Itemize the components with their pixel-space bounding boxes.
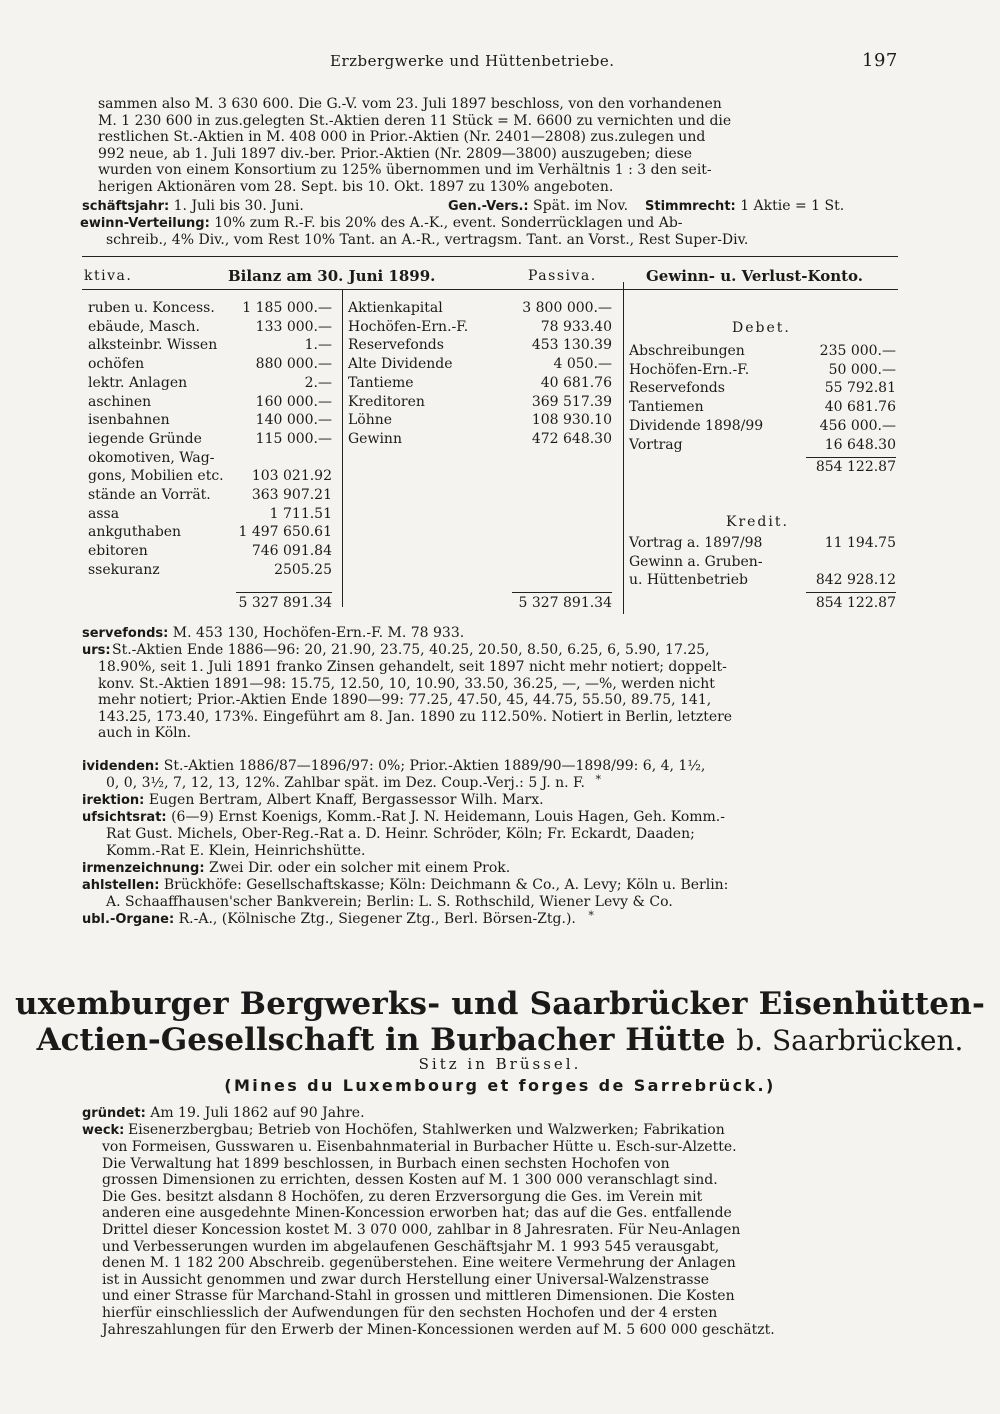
reserve-label: servefonds: bbox=[82, 626, 169, 641]
debet-row-value: 456 000.— bbox=[819, 417, 896, 434]
firmenzeichnung-text: Zwei Dir. oder ein solcher mit einem Prok. bbox=[209, 860, 511, 876]
profit-distribution-text: 10% zum R.-F. bis 20% des A.-K., event. Sonderrücklagen und Ab- bbox=[214, 215, 683, 231]
publ-organe-line bbox=[82, 911, 594, 927]
passiva-row-value: 108 930.10 bbox=[531, 412, 612, 429]
zweck-line: anderen eine ausgedehnte Minen-Koncession erworben hat; das auf die Ges. entfallende bbox=[102, 1205, 732, 1222]
balance-title: Bilanz am 30. Juni 1899. bbox=[228, 267, 436, 285]
kurs-line: konv. St.-Aktien 1891—98: 15.75, 12.50, 10, 10.90, 33.50, 36.25, —, —%, werden nicht bbox=[98, 675, 715, 692]
intro-line: restlichen St.-Aktien in M. 408 000 in Prior.-Aktien (Nr. 2401—2808) zus.zulegen und bbox=[98, 129, 706, 146]
aufsichtsrat-line-cont: Komm.-Rat E. Klein, Heinrichshütte. bbox=[106, 842, 366, 859]
intro-line: 992 neue, ab 1. Juli 1897 div.-ber. Prior.-Aktien (Nr. 2809—3800) auszugeben; diese bbox=[98, 145, 693, 162]
kredit-row-value: 11 194.75 bbox=[824, 535, 896, 551]
guv-divider-rule bbox=[623, 282, 624, 614]
passiva-row-label: Hochöfen-Ern.-F. bbox=[348, 318, 469, 335]
zweck-line: und Verbesserungen wurden im abgelaufenen Geschäftsjahr M. 1 993 545 verausgabt, bbox=[102, 1238, 720, 1255]
footnote-star: * bbox=[588, 909, 594, 922]
zweck-line: grossen Dimensionen zu errichten, dessen Kosten auf M. 1 300 000 veranschlagt sind. bbox=[102, 1172, 718, 1189]
passiva-row-label: Aktienkapital bbox=[348, 300, 443, 316]
aktiva-row-label: gons, Mobilien etc. bbox=[88, 468, 224, 485]
kurs-label: urs: bbox=[82, 643, 111, 658]
kredit-total: 854 122.87 bbox=[815, 595, 896, 611]
debet-sum-rule bbox=[806, 457, 896, 458]
passiva-row-label: Kreditoren bbox=[348, 393, 425, 410]
debet-row-label: Reservefonds bbox=[629, 380, 725, 397]
zahlstellen-line bbox=[82, 877, 728, 893]
zahlstellen-text: Brückhöfe: Gesellschaftskasse; Köln: Deichmann & Co., A. Levy; Köln u. Berlin: bbox=[163, 877, 729, 893]
aktiva-row-label: stände an Vorrät. bbox=[88, 487, 211, 503]
aktiva-row-value: 160 000.— bbox=[255, 393, 332, 410]
debet-label: Debet. bbox=[732, 320, 791, 336]
zweck-paragraph bbox=[102, 1139, 898, 1338]
zweck-line: Die Ges. besitzt alsdann 8 Hochöfen, zu deren Erzversorgung die Ges. im Verein mit bbox=[102, 1188, 703, 1205]
voting-right-label: Stimmrecht: bbox=[645, 199, 736, 214]
aktiva-row-label: ankguthaben bbox=[88, 524, 182, 541]
debet-row-value: 55 792.81 bbox=[824, 380, 896, 397]
aufsichtsrat-line bbox=[82, 809, 725, 825]
zweck-line: Die Verwaltung hat 1899 beschlossen, in Burbach einen sechsten Hochofen von bbox=[102, 1155, 670, 1172]
zahlstellen-line-2: A. Schaaffhausen'scher Bankverein; Berlin: L. S. Rothschild, Wiener Levy & Co. bbox=[106, 894, 673, 910]
aktiva-row-value: 133 000.— bbox=[255, 318, 332, 335]
publ-organe-text: R.-A., (Kölnische Ztg., Siegener Ztg., Berl. Börsen-Ztg.). bbox=[178, 911, 576, 927]
aktiva-row-value: 1.— bbox=[304, 337, 332, 354]
debet-row-value: 40 681.76 bbox=[824, 399, 896, 416]
aktiva-row-label: iegende Gründe bbox=[88, 430, 202, 447]
passiva-row-value: 40 681.76 bbox=[540, 374, 612, 391]
direktion-text: Eugen Bertram, Albert Knaff, Bergassessor Wilh. Marx. bbox=[148, 792, 544, 808]
passiva-label: Passiva. bbox=[528, 268, 597, 284]
table-top-rule bbox=[82, 256, 898, 257]
general-meeting-label: Gen.-Vers.: bbox=[448, 199, 529, 214]
reserve-text: M. 453 130, Hochöfen-Ern.-F. M. 78 933. bbox=[172, 625, 465, 641]
aktiva-row-label: lektr. Anlagen bbox=[88, 374, 188, 391]
fiscal-year-text: 1. Juli bis 30. Juni. bbox=[173, 198, 304, 214]
company-title-main: Actien-Gesellschaft in Burbacher Hütte bbox=[36, 1022, 726, 1058]
company-title-line-1: uxemburger Bergwerks- und Saarbrücker Eisenhütten- bbox=[14, 986, 986, 1022]
passiva-row-value: 472 648.30 bbox=[531, 430, 612, 447]
zweck-line: ist in Aussicht genommen und zwar durch Herstellung einer Universal-Walzenstrasse bbox=[102, 1271, 710, 1288]
passiva-row-value: 4 050.— bbox=[553, 356, 612, 373]
zweck-line: Drittel dieser Koncession kostet M. 3 070 000, zahlbar in 8 Jahresraten. Für Neu-Anlagen bbox=[102, 1221, 741, 1238]
company-title-place: b. Saarbrücken. bbox=[736, 1024, 964, 1057]
aktiva-row-value: 115 000.— bbox=[255, 430, 332, 447]
zweck-line: Eisenerzbergbau; Betrieb von Hochöfen, Stahlwerken und Walzwerken; Fabrikation bbox=[128, 1122, 725, 1138]
zweck-first-line bbox=[128, 1122, 898, 1139]
aktiva-total: 5 327 891.34 bbox=[238, 595, 332, 611]
profit-distribution-line-2: schreib., 4% Div., vom Rest 10% Tant. an A.-R., vertragsm. Tant. an Vorst., Rest Super-Div. bbox=[106, 232, 749, 248]
aktiva-row-label: okomotiven, Wag- bbox=[88, 449, 215, 466]
kurs-line: mehr notiert; Prior.-Aktien Ende 1890—99: 77.25, 47.50, 45, 44.75, 55.50, 89.75, 141, bbox=[98, 692, 712, 709]
intro-line: herigen Aktionären vom 28. Sept. bis 10. Okt. 1897 zu 130% angeboten. bbox=[98, 178, 614, 195]
footnote-star: * bbox=[595, 773, 601, 786]
zweck-label-wrap bbox=[82, 1122, 124, 1138]
intro-line: sammen also M. 3 630 600. Die G.-V. vom 23. Juli 1897 beschloss, von den vorhandenen bbox=[98, 96, 722, 112]
publ-organe-label: ubl.-Organe: bbox=[82, 912, 175, 927]
aktiva-row-label: aschinen bbox=[88, 393, 152, 410]
intro-line: M. 1 230 600 in zus.gelegten St.-Aktien deren 11 Stück = M. 6600 zu vernichten und die bbox=[98, 112, 732, 129]
aufsichtsrat-paragraph bbox=[106, 826, 898, 859]
passiva-row-value: 3 800 000.— bbox=[522, 300, 612, 316]
dividend-text: St.-Aktien 1886/87—1896/97: 0%; Prior.-Aktien 1889/90—1898/99: 6, 4, 1½, bbox=[163, 758, 706, 774]
aktiva-row-label: ebäude, Masch. bbox=[88, 318, 200, 335]
profit-distribution-label: ewinn-Verteilung: bbox=[80, 216, 210, 231]
aktiva-label: ktiva. bbox=[84, 268, 133, 284]
kurs-paragraph-cont bbox=[98, 659, 898, 742]
company-seat: Sitz in Brüssel. bbox=[418, 1055, 582, 1073]
aktiva-row-label: isenbahnen bbox=[88, 412, 170, 429]
kredit-label: Kredit. bbox=[726, 514, 789, 530]
aktiva-row-label: ochöfen bbox=[88, 356, 145, 373]
aktiva-row-value: 2505.25 bbox=[274, 561, 332, 578]
passiva-total: 5 327 891.34 bbox=[518, 595, 612, 611]
zweck-line: hierfür einschliesslich der Aufwendungen für den sechsten Hochofen und der 4 ersten bbox=[102, 1304, 718, 1321]
aufsichtsrat-text: (6—9) Ernst Koenigs, Komm.-Rat J. N. Heidemann, Louis Hagen, Geh. Komm.- bbox=[171, 809, 725, 825]
passiva-row-label: Alte Dividende bbox=[348, 356, 453, 373]
voting-right-line bbox=[645, 198, 844, 214]
direktion-label: irektion: bbox=[82, 793, 145, 808]
debet-row-value: 16 648.30 bbox=[824, 436, 896, 453]
fiscal-year-line bbox=[82, 198, 304, 214]
kurs-line: auch in Köln. bbox=[98, 725, 192, 742]
balance-middle-rule bbox=[342, 289, 343, 607]
aktiva-row-label: ebitoren bbox=[88, 543, 148, 560]
debet-total: 854 122.87 bbox=[815, 459, 896, 475]
aktiva-row-label: ssekuranz bbox=[88, 561, 160, 578]
passiva-row-label: Gewinn bbox=[348, 430, 402, 447]
debet-row-label: Tantiemen bbox=[629, 399, 704, 416]
passiva-row-label: Tantieme bbox=[348, 374, 414, 391]
zahlstellen-label: ahlstellen: bbox=[82, 878, 160, 893]
aktiva-sum-rule bbox=[236, 592, 332, 593]
page-number: 197 bbox=[862, 50, 898, 71]
aufsichtsrat-label: ufsichtsrat: bbox=[82, 810, 167, 825]
reserve-line bbox=[82, 625, 464, 641]
intro-line: wurden von einem Konsortium zu 125% übernommen und im Verhältnis 1 : 3 den seit- bbox=[98, 162, 712, 179]
kredit-row-label: Gewinn a. Gruben- bbox=[629, 553, 763, 570]
kredit-row-label: u. Hüttenbetrieb bbox=[629, 572, 748, 589]
passiva-row-value: 369 517.39 bbox=[531, 393, 612, 410]
gegruendet-label: gründet: bbox=[82, 1106, 146, 1121]
firmenzeichnung-label: irmenzeichnung: bbox=[82, 861, 205, 876]
kurs-paragraph bbox=[112, 642, 898, 659]
aktiva-row-value: 746 091.84 bbox=[251, 543, 332, 560]
passiva-row-value: 453 130.39 bbox=[531, 337, 612, 354]
aktiva-row-label: ruben u. Koncess. bbox=[88, 300, 215, 316]
running-head-title: Erzbergwerke und Hüttenbetriebe. bbox=[330, 52, 615, 70]
aktiva-row-value: 2.— bbox=[304, 374, 332, 391]
zweck-label: weck: bbox=[82, 1123, 125, 1138]
aktiva-row-value: 1 185 000.— bbox=[242, 300, 332, 316]
passiva-row-value: 78 933.40 bbox=[540, 318, 612, 335]
zweck-line: von Formeisen, Gusswaren u. Eisenbahnmaterial in Burbacher Hütte u. Esch-sur-Alzette. bbox=[102, 1139, 737, 1155]
dividend-label: ividenden: bbox=[82, 759, 160, 774]
dividend-line bbox=[82, 758, 705, 774]
general-meeting-line bbox=[448, 198, 628, 214]
profit-distribution-line bbox=[80, 215, 683, 231]
aktiva-row-label: assa bbox=[88, 505, 120, 522]
debet-row-label: Abschreibungen bbox=[629, 343, 745, 359]
debet-row-label: Hochöfen-Ern.-F. bbox=[629, 361, 750, 378]
debet-row-label: Dividende 1898/99 bbox=[629, 417, 764, 434]
fiscal-year-label: schäftsjahr: bbox=[82, 199, 170, 214]
kurs-label-wrap bbox=[82, 642, 111, 658]
company-french-name: (Mines du Luxembourg et forges de Sarrebrück.) bbox=[224, 1076, 776, 1095]
debet-row-value: 235 000.— bbox=[819, 343, 896, 359]
kredit-row-value: 842 928.12 bbox=[815, 572, 896, 589]
kredit-row-label: Vortrag a. 1897/98 bbox=[629, 535, 763, 551]
kurs-line: 143.25, 173.40, 173%. Eingeführt am 8. Jan. 1890 zu 112.50%. Notiert in Berlin, letztere bbox=[98, 708, 733, 725]
aktiva-row-value: 1 497 650.61 bbox=[238, 524, 332, 541]
dividend-text-2: 0, 0, 3½, 7, 12, 13, 12%. Zahlbar spät. im Dez. Coup.-Verj.: 5 J. n. F. bbox=[106, 775, 586, 791]
zweck-line: und einer Strasse für Marchand-Stahl in grossen und mittleren Dimensionen. Die Kosten bbox=[102, 1288, 735, 1305]
voting-right-text: 1 Aktie = 1 St. bbox=[740, 198, 845, 214]
gegruendet-text: Am 19. Juli 1862 auf 90 Jahre. bbox=[150, 1105, 365, 1121]
aktiva-row-value: 880 000.— bbox=[255, 356, 332, 373]
kredit-sum-rule bbox=[806, 592, 896, 593]
aktiva-row-value: 103 021.92 bbox=[251, 468, 332, 485]
dividend-line-2 bbox=[106, 775, 601, 791]
aufsichtsrat-line-cont: Rat Gust. Michels, Ober-Reg.-Rat a. D. Heinr. Schröder, Köln; Fr. Eckardt, Daaden; bbox=[106, 826, 695, 842]
aktiva-row-value: 363 907.21 bbox=[251, 487, 332, 503]
aktiva-row-label: alksteinbr. Wissen bbox=[88, 337, 218, 354]
passiva-row-label: Reservefonds bbox=[348, 337, 444, 354]
company-title-line-2 bbox=[0, 1022, 1000, 1058]
passiva-row-label: Löhne bbox=[348, 412, 393, 429]
general-meeting-text: Spät. im Nov. bbox=[533, 198, 629, 214]
aktiva-row-value: 140 000.— bbox=[255, 412, 332, 429]
firmenzeichnung-line bbox=[82, 860, 510, 876]
zweck-line: Jahreszahlungen für den Erwerb der Minen-Koncessionen werden auf M. 5 600 000 geschätzt. bbox=[102, 1321, 775, 1338]
intro-paragraph bbox=[98, 96, 898, 196]
kurs-line: 18.90%, seit 1. Juli 1891 franko Zinsen gehandelt, seit 1897 nicht mehr notiert; doppelt- bbox=[98, 659, 727, 675]
debet-row-label: Vortrag bbox=[629, 436, 683, 453]
debet-row-value: 50 000.— bbox=[828, 361, 896, 378]
direktion-line bbox=[82, 792, 544, 808]
aktiva-row-value: 1 711.51 bbox=[269, 505, 332, 522]
gegruendet-line bbox=[82, 1105, 365, 1121]
kurs-line: St.-Aktien Ende 1886—96: 20, 21.90, 23.75, 40.25, 20.50, 8.50, 6.25, 6, 5.90, 17.25, bbox=[112, 642, 710, 658]
zweck-line: denen M. 1 182 200 Abschreib. gegenüberstehen. Eine weitere Vermehrung der Anlagen bbox=[102, 1255, 736, 1272]
guv-title: Gewinn- u. Verlust-Konto. bbox=[646, 267, 863, 285]
passiva-sum-rule bbox=[512, 592, 612, 593]
header-rule bbox=[82, 289, 898, 290]
